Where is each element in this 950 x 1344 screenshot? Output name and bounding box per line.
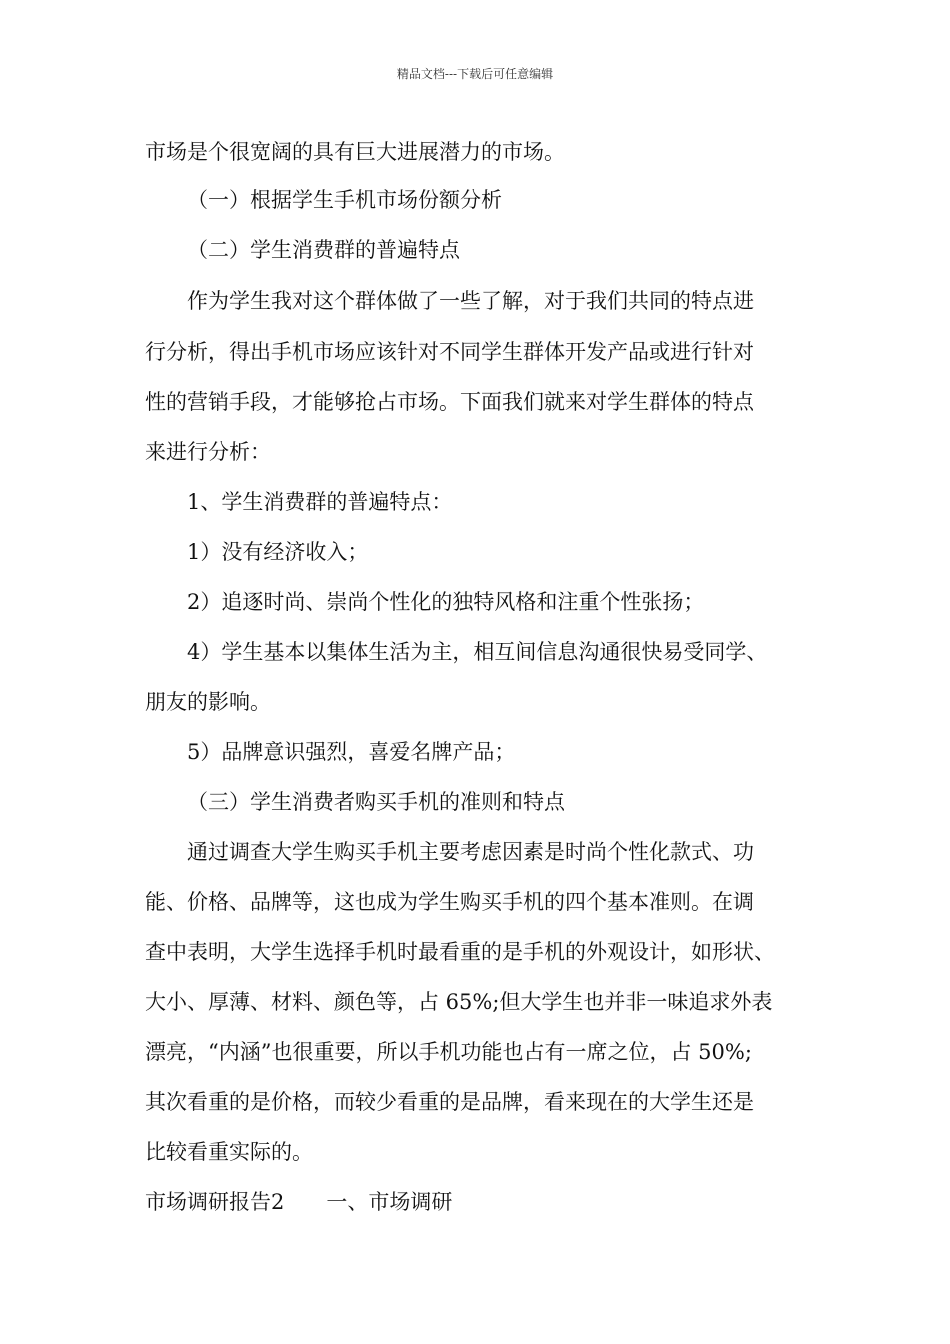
paragraph-line: 通过调查大学生购买手机主要考虑因素是时尚个性化款式、功: [187, 840, 754, 864]
paragraph-line: 漂亮，“内涵”也很重要，所以手机功能也占有一席之位，占 50%;: [145, 1040, 752, 1064]
list-item: 5）品牌意识强烈，喜爱名牌产品；: [187, 740, 516, 764]
paragraph-line: 行分析，得出手机市场应该针对不同学生群体开发产品或进行针对: [145, 340, 754, 364]
paragraph-line: 能、价格、品牌等，这也成为学生购买手机的四个基本准则。在调: [145, 890, 754, 914]
section-heading: （一）根据学生手机市场份额分析: [187, 188, 502, 212]
section-heading: （三）学生消费者购买手机的准则和特点: [187, 790, 565, 814]
paragraph-line: 大小、厚薄、材料、颜色等，占 65%;但大学生也并非一味追求外表: [145, 990, 773, 1014]
paragraph-line: 市场是个很宽阔的具有巨大进展潜力的市场。: [145, 140, 565, 164]
list-item: 2）追逐时尚、崇尚个性化的独特风格和注重个性张扬；: [187, 590, 705, 614]
list-item: 4）学生基本以集体生活为主，相互间信息沟通很快易受同学、: [187, 640, 768, 664]
list-heading: 1、学生消费群的普遍特点：: [187, 490, 453, 514]
paragraph-line: 其次看重的是价格，而较少看重的是品牌，看来现在的大学生还是: [145, 1090, 754, 1114]
paragraph-line: 比较看重实际的。: [145, 1140, 313, 1164]
paragraph-line: 来进行分析：: [145, 440, 271, 464]
section-heading: （二）学生消费群的普遍特点: [187, 238, 460, 262]
report-title-line: 市场调研报告2 一、市场调研: [145, 1190, 453, 1214]
page-header: 精品文档---下载后可任意编辑: [396, 67, 554, 81]
list-item: 1）没有经济收入；: [187, 540, 369, 564]
paragraph-line: 性的营销手段，才能够抢占市场。下面我们就来对学生群体的特点: [145, 390, 754, 414]
paragraph-line: 作为学生我对这个群体做了一些了解，对于我们共同的特点进: [187, 289, 754, 313]
list-item-continuation: 朋友的影响。: [145, 690, 271, 714]
paragraph-line: 查中表明，大学生选择手机时最看重的是手机的外观设计，如形状、: [145, 940, 775, 964]
